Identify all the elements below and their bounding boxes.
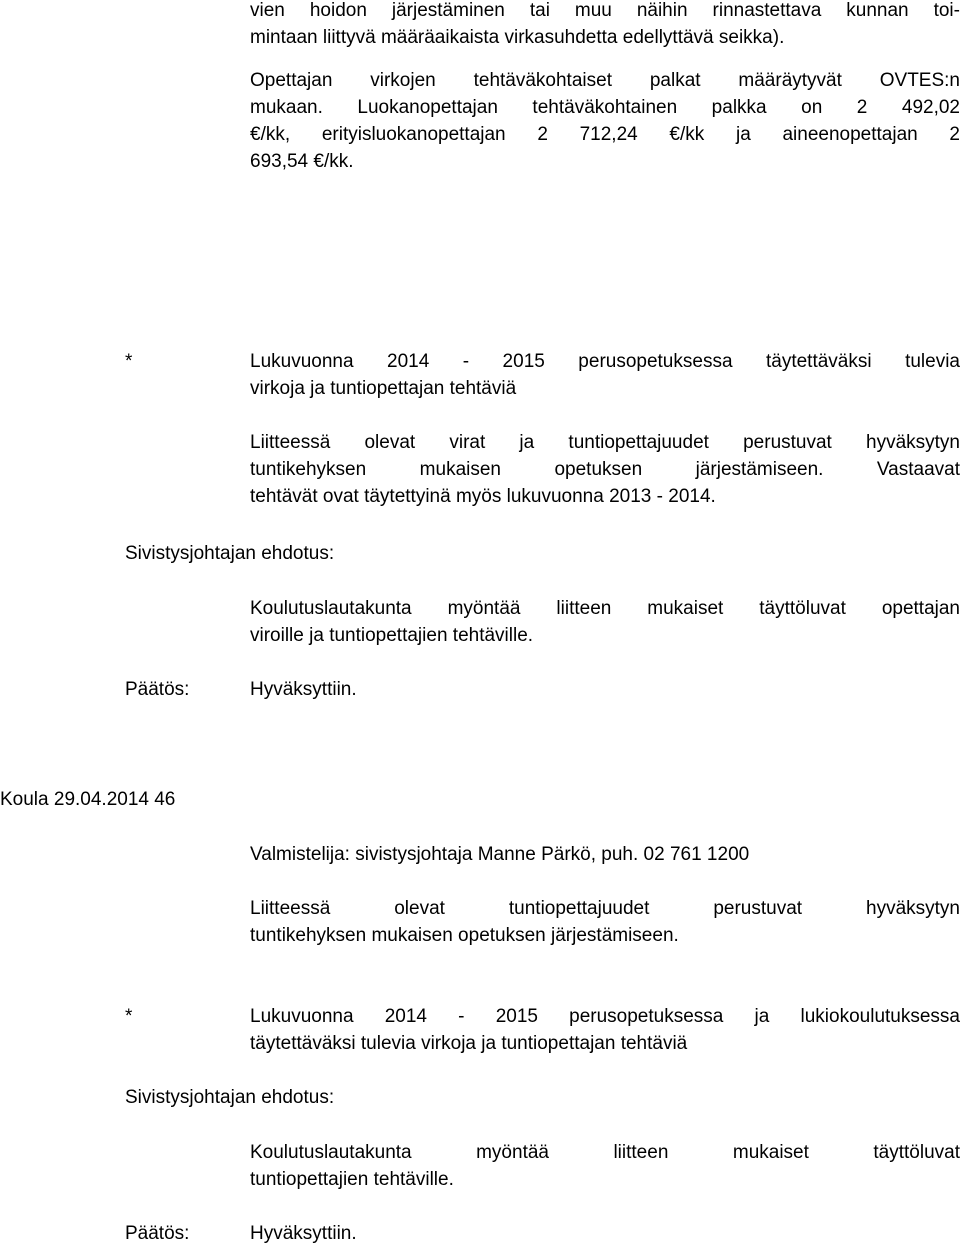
proposal-label: Sivistysjohtajan ehdotus: <box>125 1087 335 1108</box>
item-body-paragraph <box>250 429 960 510</box>
decision-label: Päätös: <box>125 1223 190 1244</box>
item-bullet: * <box>125 1006 133 1027</box>
proposal-label: Sivistysjohtajan ehdotus: <box>125 543 335 564</box>
paragraph-line: Liitteessä olevat tuntiopettajuudet perustuvat hyväksytyn <box>250 898 960 919</box>
heading-line: täytettäväksi tulevia virkoja ja tuntiopettajan tehtäviä <box>250 1033 688 1054</box>
decision-label: Päätös: <box>125 679 190 700</box>
paragraph-line: vien hoidon järjestäminen tai muu näihin rinnastettava kunnan toi- <box>250 0 960 21</box>
heading-line: virkoja ja tuntiopettajan tehtäviä <box>250 378 517 399</box>
salary-paragraph <box>250 67 960 175</box>
paragraph-line: tehtävät ovat täytettyinä myös lukuvuonna 2013 - 2014. <box>250 486 716 507</box>
heading-line: Lukuvuonna 2014 - 2015 perusopetuksessa täytettäväksi tulevia <box>250 351 960 372</box>
item-heading <box>250 348 960 402</box>
paragraph-line: tuntikehyksen mukaisen opetuksen järjestämiseen. Vastaavat <box>250 459 960 480</box>
paragraph-line: Koulutuslautakunta myöntää liitteen mukaiset täyttöluvat opettajan <box>250 598 960 619</box>
paragraph-line: Liitteessä olevat virat ja tuntiopettajuudet perustuvat hyväksytyn <box>250 432 960 453</box>
paragraph-line: Opettajan virkojen tehtäväkohtaiset palkat määräytyvät OVTES:n <box>250 70 960 91</box>
decision-value: Hyväksyttiin. <box>250 679 357 700</box>
paragraph-line: mintaan liittyvä määräaikaista virkasuhdetta edellyttävä seikka). <box>250 27 785 48</box>
proposal-text <box>250 1139 960 1193</box>
paragraph-line: €/kk, erityisluokanopettajan 2 712,24 €/kk ja aineenopettajan 2 <box>250 124 960 145</box>
paragraph-line: viroille ja tuntiopettajien tehtäville. <box>250 625 534 646</box>
paragraph-line: 693,54 €/kk. <box>250 151 354 172</box>
heading-line: Lukuvuonna 2014 - 2015 perusopetuksessa ja lukiokoulutuksessa <box>250 1006 960 1027</box>
paragraph-line: tuntikehyksen mukaisen opetuksen järjestämiseen. <box>250 925 679 946</box>
paragraph-line: mukaan. Luokanopettajan tehtäväkohtainen palkka on 2 492,02 <box>250 97 960 118</box>
proposal-text <box>250 595 960 649</box>
paragraph-line: tuntiopettajien tehtäville. <box>250 1169 454 1190</box>
meeting-reference: Koula 29.04.2014 46 <box>0 789 176 810</box>
continuation-paragraph <box>250 0 960 51</box>
preparer-line: Valmistelija: sivistysjohtaja Manne Pärkö, puh. 02 761 1200 <box>250 844 750 865</box>
intro-paragraph <box>250 895 960 949</box>
item-heading <box>250 1003 960 1057</box>
item-bullet: * <box>125 351 133 372</box>
paragraph-line: Koulutuslautakunta myöntää liitteen mukaiset täyttöluvat <box>250 1142 960 1163</box>
decision-value: Hyväksyttiin. <box>250 1223 357 1244</box>
